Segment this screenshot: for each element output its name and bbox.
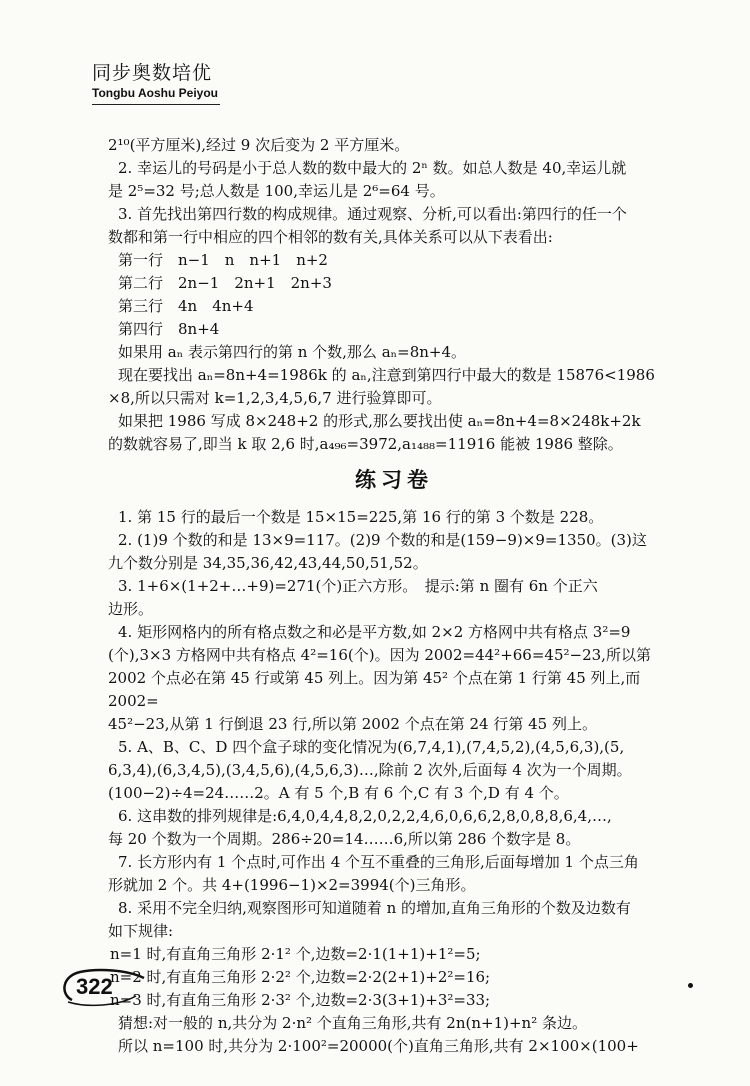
answer-line: n=2 时,有直角三角形 2·2² 个,边数=2·2(2+1)+2²=16;: [110, 968, 491, 986]
answer-line: 2002 个点必在第 45 行或第 45 列上。因为第 45² 个点在第 1 行第 45 列上,而 2002=: [108, 669, 641, 710]
table-row: 第四行 8n+4: [118, 320, 220, 338]
answer-line: 2. (1)9 个数的和是 13×9=117。(2)9 个数的和是(159−9)×9=1350。(3)这: [118, 531, 647, 549]
answer-line: 猜想:对一般的 n,共分为 2·n² 个直角三角形,共有 2n(n+1)+n² 条边。: [118, 1014, 588, 1032]
answer-line: 3. 1+6×(1+2+…+9)=271(个)正六方形。 提示:第 n 圈有 6n 个正六: [118, 577, 598, 595]
text-line: 的数就容易了,即当 k 取 2,6 时,a₄₉₆=3972,a₁₄₈₈=11916 能被 1986 整除。: [108, 435, 623, 453]
answer-line: 所以 n=100 时,共分为 2·100²=20000(个)直角三角形,共有 2×100×(100+: [118, 1037, 639, 1055]
answer-line: (个),3×3 方格网中共有格点 4²=16(个)。因为 2002=44²+66=45²−23,所以第: [108, 646, 651, 664]
answer-line: 4. 矩形网格内的所有格点数之和必是平方数,如 2×2 方格网中共有格点 3²=9: [118, 623, 631, 641]
book-title: 同步奥数培优: [92, 62, 213, 84]
text-line: 如果用 aₙ 表示第四行的第 n 个数,那么 aₙ=8n+4。: [118, 343, 467, 361]
answer-line: 8. 采用不完全归纳,观察图形可知道随着 n 的增加,直角三角形的个数及边数有: [118, 899, 631, 917]
text-line: 2. 幸运儿的号码是小于总人数的数中最大的 2ⁿ 数。如总人数是 40,幸运儿就: [118, 159, 627, 177]
section-title: 练习卷: [355, 469, 433, 492]
answer-line: 6,3,4),(6,3,4,5),(3,4,5,6),(4,5,6,3)…,除前 2 次外,后面每 4 次为一个周期。: [108, 761, 632, 779]
page-body: [108, 134, 680, 1058]
answer-line: (100−2)÷4=24……2。A 有 5 个,B 有 6 个,C 有 3 个,D 有 4 个。: [108, 784, 569, 802]
answer-line: 九个数分别是 34,35,36,42,43,44,50,51,52。: [108, 554, 428, 572]
answer-line: 1. 第 15 行的最后一个数是 15×15=225,第 16 行的第 3 个数是 228。: [118, 508, 604, 526]
answer-line: 如下规律:: [108, 922, 174, 940]
text-line: ×8,所以只需对 k=1,2,3,4,5,6,7 进行验算即可。: [108, 389, 442, 407]
header-rule: [92, 104, 220, 105]
answer-line: n=1 时,有直角三角形 2·1² 个,边数=2·1(1+1)+1²=5;: [110, 945, 481, 963]
answer-line: 形就加 2 个。共 4+(1996−1)×2=3994(个)三角形。: [108, 876, 476, 894]
text-line: 2¹⁰(平方厘米),经过 9 次后变为 2 平方厘米。: [108, 136, 410, 154]
stray-dot: [688, 983, 693, 988]
text-line: 3. 首先找出第四行数的构成规律。通过观察、分析,可以看出:第四行的任一个: [118, 205, 627, 223]
table-row: 第二行 2n−1 2n+1 2n+3: [118, 274, 332, 292]
table-row: 第一行 n−1 n n+1 n+2: [118, 251, 328, 269]
answer-line: 边形。: [108, 600, 154, 618]
page-number: [58, 966, 150, 1008]
text-line: 是 2⁵=32 号;总人数是 100,幸运儿是 2⁶=64 号。: [108, 182, 445, 200]
answer-line: 7. 长方形内有 1 个点时,可作出 4 个互不重叠的三角形,后面每增加 1 个点三角: [118, 853, 639, 871]
answer-line: 6. 这串数的排列规律是:6,4,0,4,4,8,2,0,2,2,4,6,0,6,6,2,8,0,8,8,6,4,…,: [118, 807, 612, 825]
answer-line: 5. A、B、C、D 四个盒子球的变化情况为(6,7,4,1),(7,4,5,2),(4,5,6,3),(5,: [118, 738, 625, 756]
text-line: 数都和第一行中相应的四个相邻的数有关,具体关系可以从下表看出:: [108, 228, 553, 246]
answer-line: n=3 时,有直角三角形 2·3² 个,边数=2·3(3+1)+3²=33;: [110, 991, 491, 1009]
page-number-text: 322: [76, 974, 113, 999]
text-line: 如果把 1986 写成 8×248+2 的形式,那么要找出使 aₙ=8n+4=8×248k+2k: [118, 412, 641, 430]
book-subtitle: Tongbu Aoshu Peiyou: [92, 86, 218, 100]
text-line: 现在要找出 aₙ=8n+4=1986k 的 aₙ,注意到第四行中最大的数是 15876<1986: [118, 366, 655, 384]
answer-line: 45²−23,从第 1 行倒退 23 行,所以第 2002 个点在第 24 行第 45 列上。: [108, 715, 597, 733]
table-row: 第三行 4n 4n+4: [118, 297, 254, 315]
running-header: [92, 58, 218, 100]
answer-line: 每 20 个数为一个周期。286÷20=14……6,所以第 286 个数字是 8。: [108, 830, 581, 848]
